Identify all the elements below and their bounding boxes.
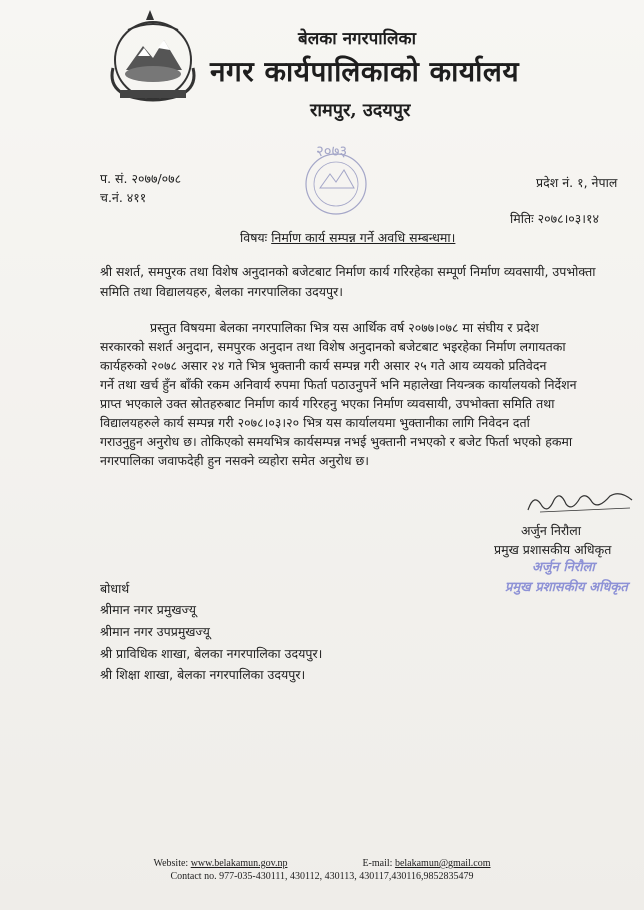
subject-text: निर्माण कार्य सम्पन्न गर्ने अवधि सम्बन्धमा। (271, 230, 456, 245)
body-line-6: विद्यालयहरुले कार्य सम्पन्न गरी २०७८।०३।२० भित्र यस कार्यालयमा भुक्तानीका लागि निवेदन दर्ता (100, 415, 530, 430)
stamp-year-text: २०७३ (316, 142, 348, 160)
website-label: Website: (153, 858, 189, 869)
cc-item: श्री शिक्षा शाखा, बेलका नगरपालिका उदयपुर। (100, 667, 306, 682)
email-label: E-mail: (362, 858, 393, 869)
office-location: रामपुर, उदयपुर (310, 100, 411, 121)
body-line-3: कार्यहरुको २०७८ असार २४ गते भित्र भुक्तानी कार्य सम्पन्न गरी असार २५ गते आय व्ययको प्रतिवेदन (100, 358, 547, 373)
signature-icon (520, 488, 640, 518)
cc-item: श्री प्राविधिक शाखा, बेलका नगरपालिका उदयपुर। (100, 646, 323, 661)
office-title: नगर कार्यपालिकाको कार्यालय (210, 55, 520, 88)
body-line-4: गर्ने तथा खर्च हुँन बाँकी रकम अनिवार्य रुपमा फिर्ता पठाउनुपर्ने भनि महालेखा नियन्त्रक कार्यालयको निर्देशन (100, 377, 577, 392)
body-line-5: प्राप्त भएकाले उक्त स्रोतहरुबाट निर्माण कार्य गरिरहनु भएका निर्माण व्यवसायी, उपभोक्ता समिति तथा (100, 396, 555, 411)
province-label: प्रदेश नं. १, नेपाल (536, 175, 618, 190)
subject-label: विषयः (240, 230, 268, 245)
body-line-7: गराउनुहुन अनुरोध छ। तोकिएको समयभित्र कार्यसम्पन्न नभई भुक्तानी नभएको र बजेट फिर्ता भएको हकमा (100, 434, 573, 449)
body-line-2: सरकारको सशर्त अनुदान, समपुरक अनुदान तथा विशेष अनुदानको बजेटबाट भइरहेका निर्माण लगायतका (100, 339, 566, 354)
nepal-emblem-icon (98, 8, 208, 108)
email-link[interactable]: belakamun@gmail.com (394, 858, 491, 869)
cc-item: श्रीमान नगर प्रमुखज्यू (100, 602, 196, 617)
footer-web-email (0, 858, 644, 869)
stamp-signatory-title: प्रमुख प्रशासकीय अधिकृत (505, 580, 628, 595)
body-line-8: नगरपालिका जवाफदेही हुन नसक्ने व्यहोरा समेत अनुरोध छ। (100, 453, 369, 468)
footer-contact: Contact no. 977-035-430111, 430112, 430113, 430117,430116,9852835479 (170, 871, 474, 882)
dispatch-number: च.नं. ४११ (100, 190, 147, 205)
body-line-1: प्रस्तुत विषयमा बेलका नगरपालिका भित्र यस आर्थिक वर्ष २०७७।०७८ मा संघीय र प्रदेश (150, 320, 539, 335)
addressee-line-1: श्री सशर्त, समपुरक तथा विशेष अनुदानको बजेटबाट निर्माण कार्य गरिरहेका सम्पूर्ण निर्माण व्यवसायी, उपभोक्ता (100, 264, 596, 279)
signatory-name: अर्जुन निरौला (521, 523, 581, 538)
org-name-small: बेलका नगरपालिका (298, 29, 417, 49)
cc-item: श्रीमान नगर उपप्रमुखज्यू (100, 624, 210, 639)
subject-line (240, 229, 455, 247)
addressee-line-2: समिति तथा विद्यालयहरु, बेलका नगरपालिका उदयपुर। (100, 284, 343, 299)
letter-date: मितिः २०७८।०३।१४ (510, 211, 600, 226)
cc-label: बोधार्थ (100, 581, 130, 596)
reference-number: प. सं. २०७७/०७८ (100, 171, 182, 186)
signatory-title: प्रमुख प्रशासकीय अधिकृत (494, 542, 612, 557)
website-link[interactable]: www.belakamun.gov.np (190, 858, 288, 869)
stamp-signatory-name: अर्जुन निरौला (532, 560, 595, 575)
